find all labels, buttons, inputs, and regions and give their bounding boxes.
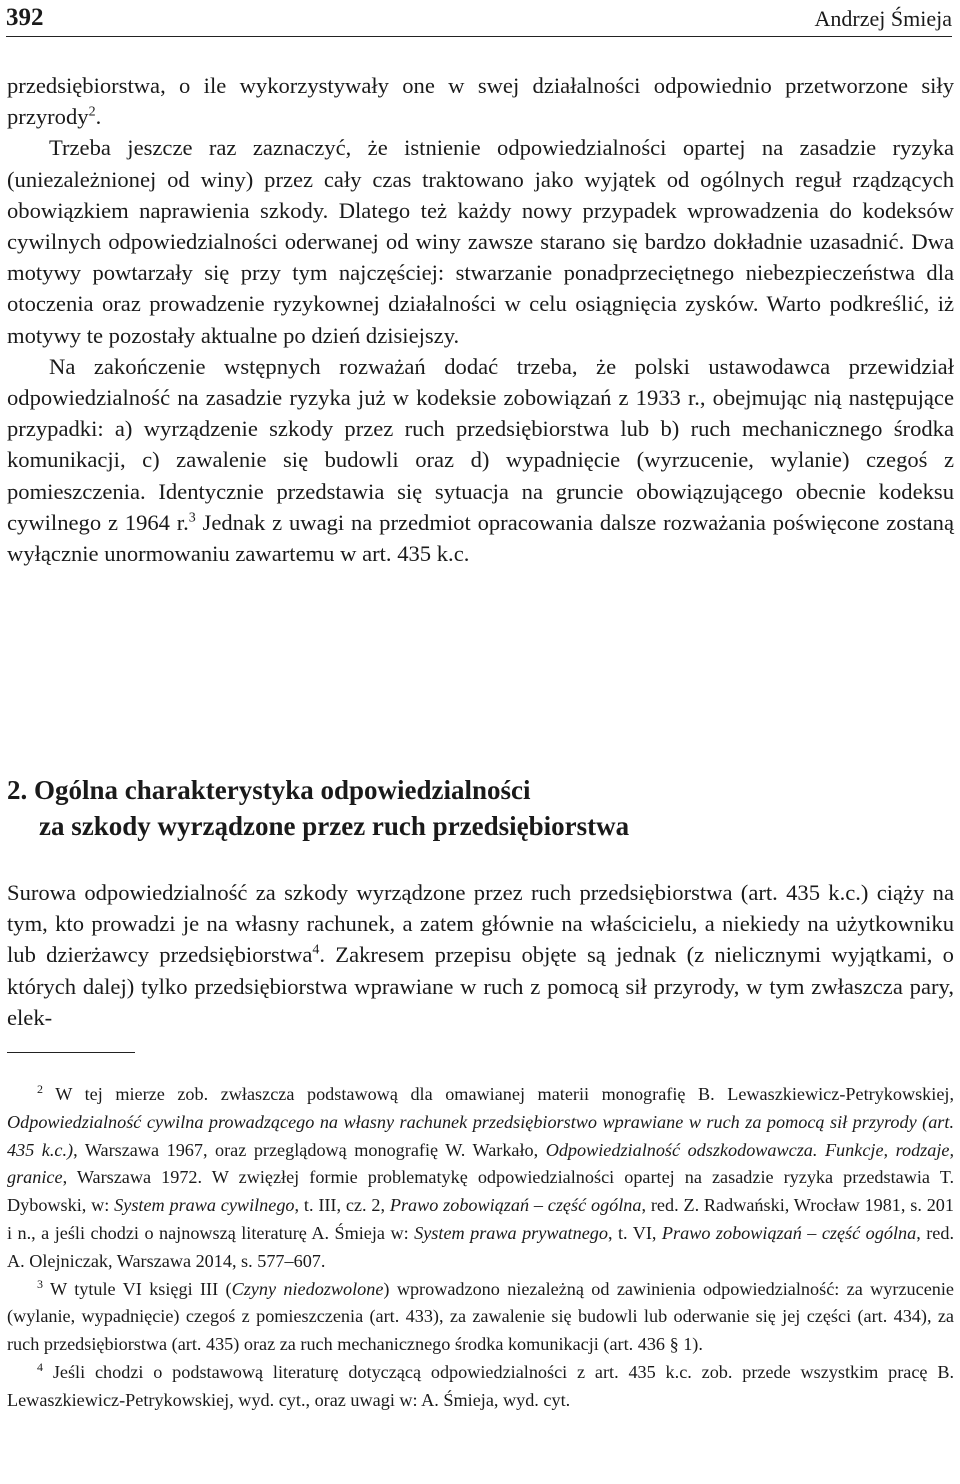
section-title-line1: Ogólna charakterystyka odpowiedzialności <box>34 775 531 805</box>
footnote-number: 4 <box>37 1359 43 1374</box>
footnote-4 <box>7 1359 954 1415</box>
section-title-line2: za szkody wyrządzone przez ruch przedsiębiorstwa <box>39 811 630 841</box>
paragraph-text: Jednak z uwagi na przedmiot opracowania dalsze rozważania poświęcone zostaną wyłącznie unormowaniu zawartemu w art. 435 k.c. <box>7 509 954 567</box>
section-number: 2. <box>7 775 28 805</box>
footnote-text: , Warszawa 1972. W zwięzłej formie problematykę odpowiedzialności opartej na zasadzie ryzyka przedstawia T. Dybowski, w: <box>7 1167 954 1216</box>
cited-title: Prawo zobowiązań – część ogólna <box>389 1195 642 1216</box>
footnote-text: Jeśli chodzi o podstawową literaturę dotyczącą odpowiedzialności z art. 435 k.c. zob. przede wszystkim pracę B. Lewaszkiewicz-Petrykowskiej, wyd. cyt., oraz uwagi w: A. Śmieja, wyd. cyt. <box>7 1361 954 1410</box>
section-heading <box>7 772 954 844</box>
cited-title: System prawa cywilnego <box>114 1195 295 1216</box>
paragraph: Trzeba jeszcze raz zaznaczyć, że istnienie odpowiedzialności opartej na zasadzie ryzyka (uniezależnionej od winy) przez cały czas traktowano jako wyjątek od ogólnych reguł rządzących obowiązkiem naprawienia szkody. Dlatego też każdy nowy przypadek wprowadzenia do kodeksów cywilnych odpowiedzialności oderwanej od winy zawsze starano się bardzo dokładnie uzasadnić. Dwa motywy powtarzały się przy tym najczęściej: stwarzanie ponadprzeciętnego niebezpieczeństwa dla otoczenia oraz prowadzenie ryzykownej działalności w celu osiągnięcia zysków. Warto podkreślić, iż motywy te pozostały aktualne po dzień dzisiejszy. <box>7 135 954 348</box>
footnote-text: , t. III, cz. 2, <box>294 1195 390 1216</box>
running-author: Andrzej Śmieja <box>814 6 952 31</box>
footnote-number: 3 <box>37 1276 43 1291</box>
paragraph <box>7 351 954 569</box>
footnote-text: W tej mierze zob. zwłaszcza podstawową dla omawianej materii monografię B. Lewaszkiewicz-Petrykowskiej, <box>43 1084 954 1104</box>
running-header <box>6 4 952 37</box>
cited-title: Czyny niedozwolone <box>231 1278 384 1299</box>
page-number: 392 <box>6 4 44 31</box>
body-text-bottom <box>7 877 954 1033</box>
footnote-3 <box>7 1276 954 1359</box>
paragraph <box>7 877 954 1033</box>
footnote-ref[interactable]: 4 <box>312 942 320 958</box>
cited-title: System prawa prywatnego <box>414 1222 608 1243</box>
footnote-text: , red. Z. Radwański, Wrocław 1981, s. 201 i n., a jeśli chodzi o najnowszą literaturę A. Śmieja w: <box>7 1195 954 1243</box>
footnote-text: , Warszawa 1967, oraz przeglądową monografię W. Warkało, <box>73 1139 546 1160</box>
paragraph-text: . <box>95 104 102 130</box>
paragraph-text: . Zakresem przepisu objęte są jednak (z nielicznymi wyjątkami, o których dalej) tylko przedsiębiorstwa wprawiane w ruch z pomocą sił przyrody, w tym zwłaszcza pary, elek- <box>7 942 954 1030</box>
footnote-text: , t. VI, <box>607 1222 662 1243</box>
paragraph-text: Surowa odpowiedzialność za szkody wyrządzone przez ruch przedsiębiorstwa (art. 435 k.c.) ciąży na tym, kto prowadzi je na własny rachunek, a zatem głównie na właścicielu, a niekiedy na użytkowniku lub dzierżawcy przedsiębiorstwa <box>7 880 954 968</box>
body-text-top <box>7 70 954 569</box>
footnote-text: ) wprowadzono niezależną od zawinienia odpowiedzialność: za wyrzucenie (wylanie, wypadnięcie) czegoś z pomieszczenia (art. 433), za zawalenie się budowli lub oderwanie się jej części (art. 434), za ruch przedsiębiorstwa (art. 435) oraz za ruch mechanicznego środka komunikacji (art. 436 § 1). <box>7 1278 954 1355</box>
footnote-text: , red. A. Olejniczak, Warszawa 2014, s. 577–607. <box>7 1222 954 1271</box>
paragraph-text: przedsiębiorstwa, o ile wykorzystywały one w swej działalności odpowiednio przetworzone siły przyrody <box>7 73 954 130</box>
footnote-number: 2 <box>37 1081 43 1096</box>
footnotes <box>7 1081 954 1415</box>
footnote-text: W tytule VI księgi III ( <box>43 1278 232 1299</box>
cited-title: Prawo zobowiązań – część ogólna <box>661 1222 917 1243</box>
paragraph-text: Na zakończenie wstępnych rozważań dodać trzeba, że polski ustawodawca przewidział odpowiedzialność na zasadzie ryzyka już w kodeksie zobowiązań z 1933 r., obejmując nią następujące przypadki: a) wyrządzenie szkody przez ruch przedsiębiorstwa lub b) ruch mechanicznego środka komunikacji, c) zawalenie się budowli oraz d) wypadnięcie (wyrzucenie, wylanie) czegoś z pomieszczenia. Identycznie przedstawia się sytuacja na gruncie obowiązującego obecnie kodeksu cywilnego z 1964 r. <box>7 353 954 535</box>
footnote-separator <box>7 1052 135 1053</box>
footnote-ref[interactable]: 2 <box>88 104 96 120</box>
footnote-ref[interactable]: 3 <box>188 510 196 526</box>
cited-title: Odpowiedzialność odszkodowawcza. Funkcje, rodzaje, granice <box>7 1139 955 1188</box>
section-heading-line <box>7 772 954 808</box>
paragraph <box>7 70 954 132</box>
cited-title: Odpowiedzialność cywilna prowadzącego na własny rachunek przedsiębiorstwo wprawiane w ruch za pomocą sił przyrody (art. 435 k.c.) <box>7 1111 954 1160</box>
footnote-2 <box>7 1081 954 1276</box>
